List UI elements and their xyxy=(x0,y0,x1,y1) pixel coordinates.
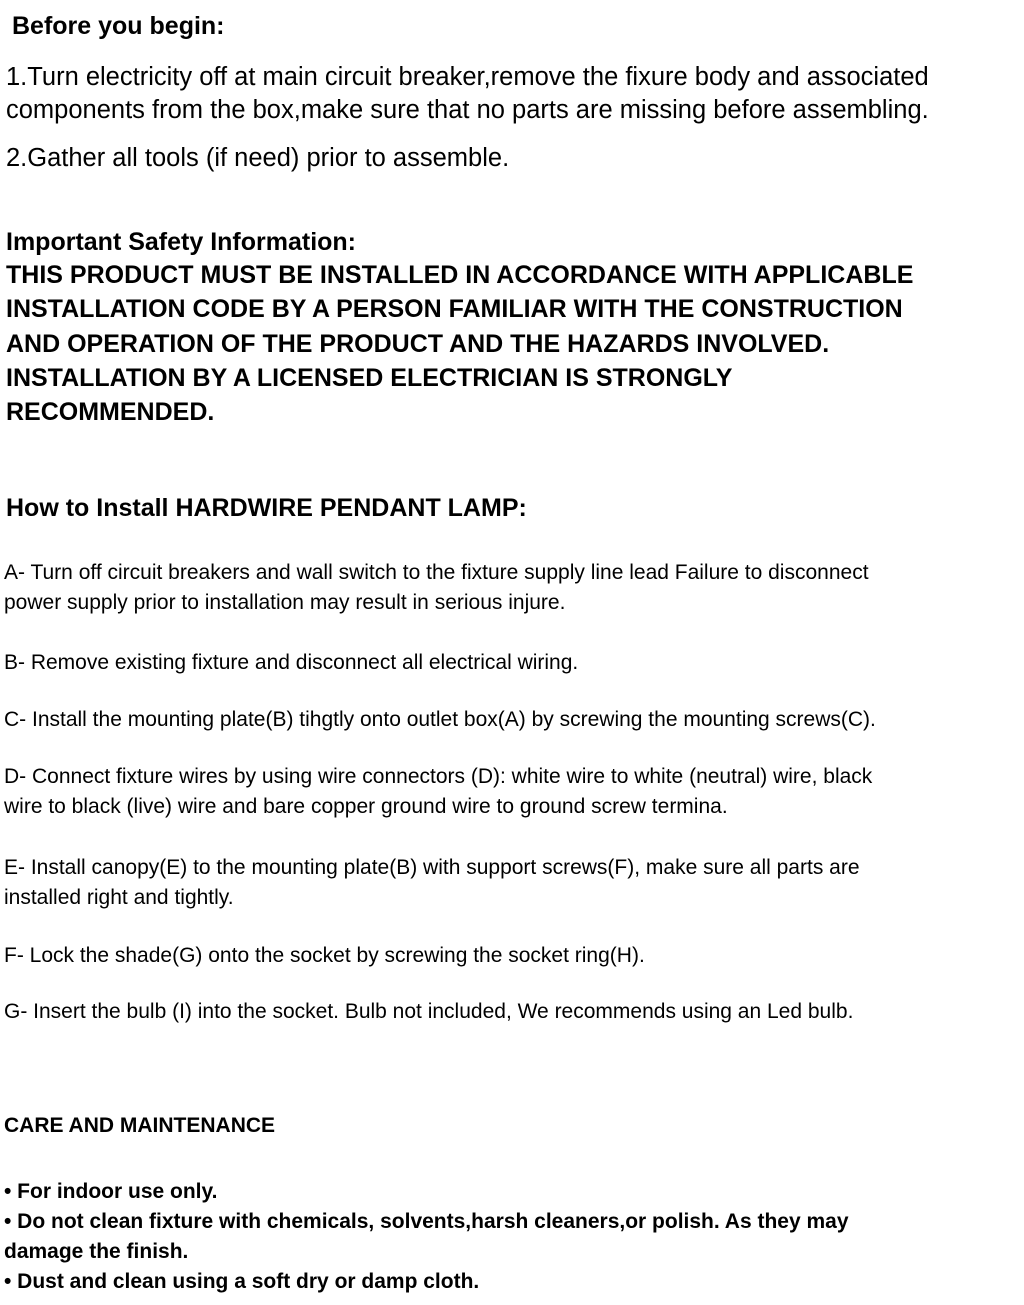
safety-warning-text: THIS PRODUCT MUST BE INSTALLED IN ACCORDANCE WITH APPLICABLE INSTALLATION CODE BY A PERSON FAMILIAR WITH THE CONSTRUCTION AND OPERATION OF THE PRODUCT AND THE HAZARDS INVOLVED. INSTALLATION BY A LICENSED ELECTRICIAN IS STRONGLY RECOMMENDED. xyxy=(6,261,914,427)
care-item-dust-clean: • Dust and clean using a soft dry or damp cloth. xyxy=(4,1270,480,1293)
safety-heading: Important Safety Information: xyxy=(6,228,357,256)
install-step-f: F- Lock the shade(G) onto the socket by screwing the socket ring(H). xyxy=(4,944,645,967)
install-step-g: G- Insert the bulb (I) into the socket. Bulb not included, We recommends using an Led bulb. xyxy=(4,1000,854,1023)
install-step-a: A- Turn off circuit breakers and wall switch to the fixture supply line lead Failure to disconnect power supply prior to installation may result in serious injure. xyxy=(4,561,869,614)
care-item-indoor: • For indoor use only. xyxy=(4,1180,218,1203)
install-step-c: C- Install the mounting plate(B) tihgtly onto outlet box(A) by screwing the mounting screws(C). xyxy=(4,708,876,731)
install-step-d: D- Connect fixture wires by using wire connectors (D): white wire to white (neutral) wire, black wire to black (live) wire and bare copper ground wire to ground screw termina. xyxy=(4,765,873,818)
before-you-begin-heading: Before you begin: xyxy=(12,12,225,40)
care-item-no-chemicals: • Do not clean fixture with chemicals, solvents,harsh cleaners,or polish. As they may damage the finish. xyxy=(4,1210,849,1263)
care-heading: CARE AND MAINTENANCE xyxy=(4,1114,276,1137)
install-heading: How to Install HARDWIRE PENDANT LAMP: xyxy=(6,494,527,522)
install-step-e: E- Install canopy(E) to the mounting plate(B) with support screws(F), make sure all parts are installed right and tightly. xyxy=(4,856,860,909)
begin-item-2: 2.Gather all tools (if need) prior to assemble. xyxy=(6,144,510,172)
install-step-b: B- Remove existing fixture and disconnect all electrical wiring. xyxy=(4,651,579,674)
begin-item-1: 1.Turn electricity off at main circuit breaker,remove the fixure body and associated components from the box,make sure that no parts are missing before assembling. xyxy=(6,63,929,124)
